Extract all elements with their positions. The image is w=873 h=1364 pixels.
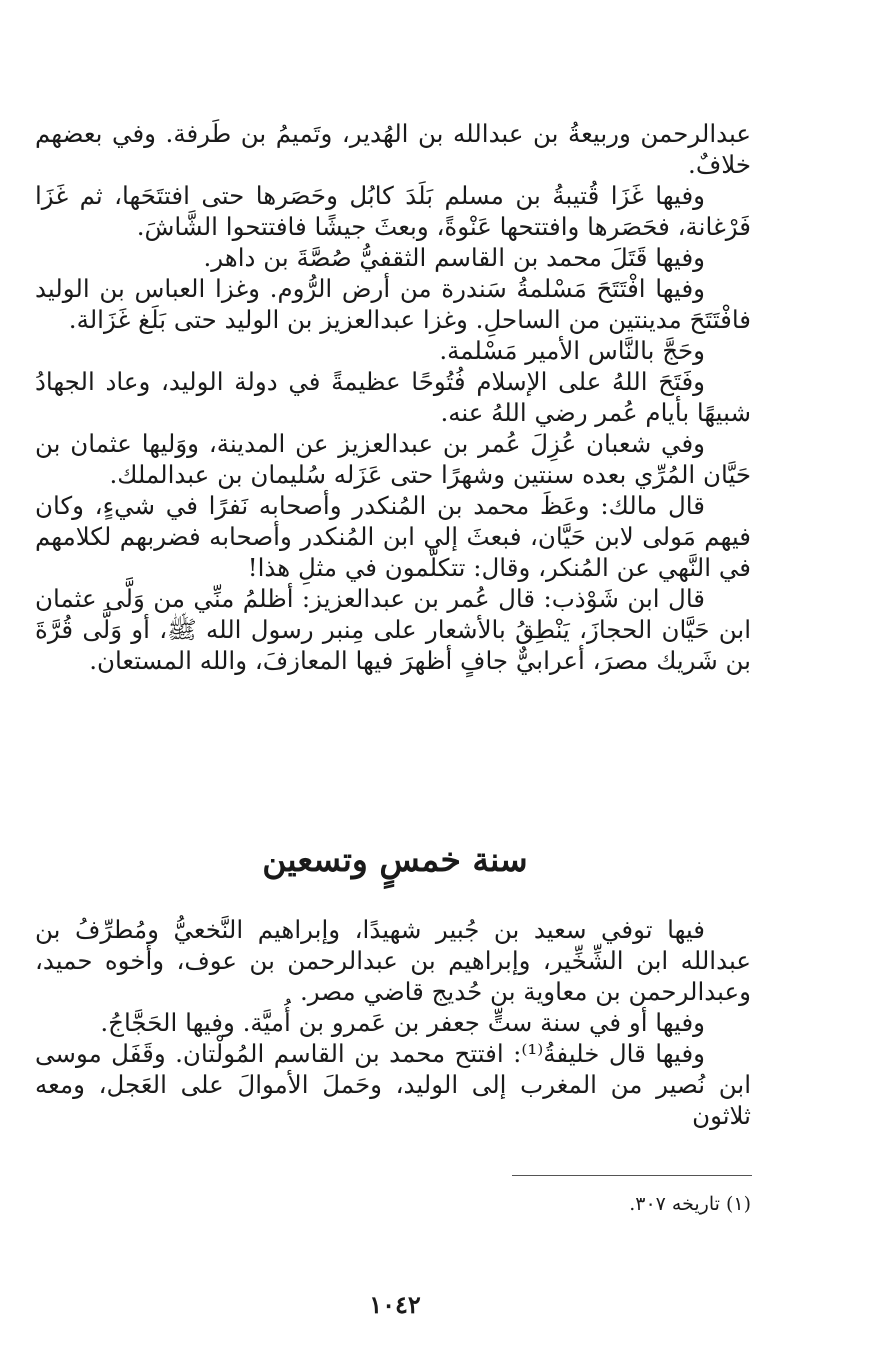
paragraph-conquests: وفَتَحَ اللهُ على الإسلام فُتُوحًا عظيمةً في دولة الوليد، وعاد الجهادُ شبيهًا بأيام عُمر رضي اللهُ عنه. [35, 367, 751, 427]
section-heading: سنة خمسٍ وتسعين [262, 840, 528, 879]
text-block-top [35, 118, 751, 676]
footnote: (١) تاريخه ٣٠٧. [629, 1193, 751, 1215]
paragraph-qutayba: وفيها غَزَا قُتيبةُ بن مسلم بَلَدَ كابُل وحَصَرها حتى افتتَحَها، ثم غَزَا فَرْغانة، فحَصَرها وافتتحها عَنْوةً، وبعثَ جيشًا فافتتحوا الشَّاشَ. [35, 181, 751, 241]
paragraph-shaban: وفي شعبان عُزِلَ عُمر بن عبدالعزيز عن المدينة، ووَليها عثمان بن حَيَّان المُرِّي بعده سنتين وشهرًا حتى عَزَله سُليمان بن عبدالملك. [35, 429, 751, 489]
paragraph-malik: قال مالك: وعَظَ محمد بن المُنكدر وأصحابه نَفرًا في شيءٍ، وكان فيهم مَولى لابن حَيَّان، فبعثَ إلي ابن المُنكدر وأصحابه فضربهم لكلامهم في النَّهي عن المُنكر، وقال: تتكلَّمون في مثلِ هذا! [35, 491, 751, 582]
footnote-divider [512, 1175, 752, 1176]
paragraph-continuation: عبدالرحمن وربيعةُ بن عبدالله بن الهُدير، وتَميمُ بن طَرفة. وفي بعضهم خلافٌ. [35, 119, 751, 179]
paragraph-maslama: وفيها افْتَتَحَ مَسْلمةُ سَندرة من أرض الرُّوم. وغزا العباس بن الوليد فافْتَتَحَ مدينتين من الساحلِ. وغزا عبدالعزيز بن الوليد حتى بَلَغ غَزَالة. [35, 274, 751, 334]
paragraph-jafar: وفيها أو في سنة ستٍّ جعفر بن عَمرو بن أُميَّة. وفيها الحَجَّاجُ. [100, 1008, 705, 1037]
text-block-bottom [35, 914, 751, 1131]
paragraph-muhammad-qasim: وفيها قَتَلَ محمد بن القاسم الثقفيُّ صُصَّةَ بن داهر. [203, 243, 705, 272]
paragraph-hajj: وحَجَّ بالنَّاس الأمير مَسْلمة. [439, 336, 705, 365]
paragraph-ibn-shawdhab: قال ابن شَوْذب: قال عُمر بن عبدالعزيز: أظلمُ منِّي من وَلَّى عثمان ابن حَيَّان الحجازَ، يَنْطِقُ بالأشعار على مِنبر رسول الله ﷺ، أو وَلَّى قُرَّةَ بن شَريك مصرَ، أعرابيٌّ جافٍ أظهرَ فيها المعازفَ، والله المستعان. [35, 584, 751, 675]
page-number: ١٠٤٢ [369, 1290, 421, 1319]
paragraph-khalifa: وفيها قال خليفةُ⁽¹⁾: افتتح محمد بن القاسم المُولْتان. وقَفَل موسى ابن نُصير من المغرب إلى الوليد، وحَملَ الأموالَ على العَجل، ومعه ثلاثون [35, 1039, 751, 1130]
paragraph-deaths: فيها توفي سعيد بن جُبير شهيدًا، وإبراهيم النَّخعيُّ ومُطرِّفُ بن عبدالله ابن الشِّخِّير، وإبراهيم بن عبدالرحمن بن عوف، وأخوه حميد، وعبدالرحمن بن معاوية بن حُديج قاضي مصر. [35, 915, 751, 1006]
